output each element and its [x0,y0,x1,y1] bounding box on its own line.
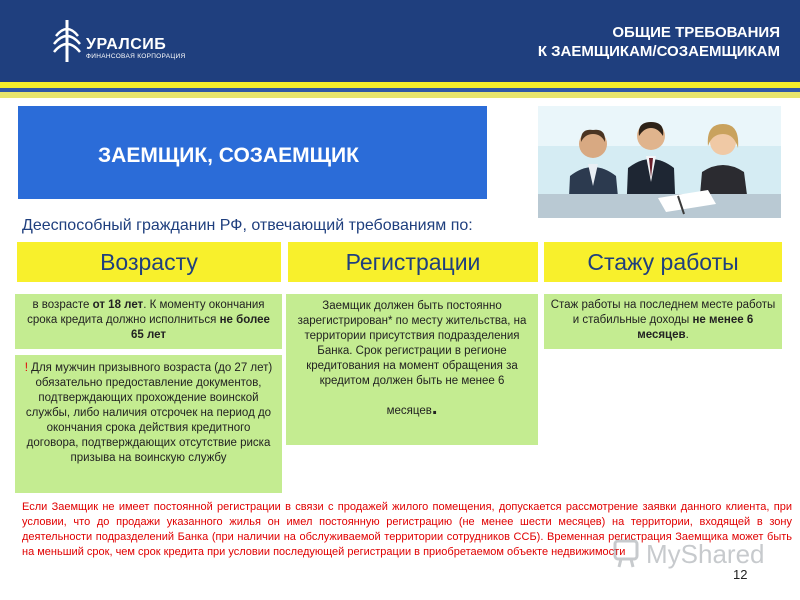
page-number: 12 [733,567,748,582]
registration-text: Заемщик должен быть постоянно зарегистрирован* по месту жительства, на территории присутствия подразделения Банка. Срок регистрации в регионе кредитования на момент обращения за кредитом должен быть не менее 6 [297,300,527,387]
category-age: Возрасту [17,242,281,282]
page-title-line2: К ЗАЕМЩИКАМ/СОЗАЕМЩИКАМ [537,43,780,60]
warning-mark: ! [24,362,28,374]
age-text2: . К моменту окончания срока кредита должно исполниться [27,299,265,326]
people-photo [538,106,781,218]
age-bold2: не более 65 лет [130,314,270,341]
registration-requirement [286,294,538,445]
registration-dot: . [431,397,438,419]
registration-last: месяцев [386,405,432,417]
age-bold1: от 18 лет [92,299,144,311]
page-title [360,23,780,61]
intro-text: Дееспособный гражданин РФ, отвечающий требованиям по: [22,217,473,234]
page-title-line1: ОБЩИЕ ТРЕБОВАНИЯ [612,24,780,41]
watermark-icon [612,537,642,569]
header-stripe-light-yellow [0,92,800,98]
experience-requirement [544,294,782,349]
logo-emblem-icon [52,18,82,64]
logo-subtitle: ФИНАНСОВАЯ КОРПОРАЦИЯ [86,53,186,60]
photo-illustration [538,106,781,218]
category-registration: Регистрации [288,242,538,282]
experience-end: . [685,329,689,341]
watermark-text: MyShared [646,539,765,569]
experience-text: Стаж работы на последнем месте работы и стабильные доходы [550,299,776,326]
myshared-watermark [612,537,765,571]
registration-note: Если Заемщик не имеет постоянной регистрации в связи с продажей жилого помещения, допускается рассмотрение заявки данного клиента, при условии, что до продажи указанного жилья он имел постоянную регистрацию (не менее шести месяцев) на территории, входящей в зону деятельности подразделений Банка (при наличии на обслуживаемой территории сотрудников ССБ). Временная регистрация Заемщика может быть на меньший срок, чем срок кредита при условии последующей регистрации в приобретаемом объекте недвижимости [22,501,792,558]
category-experience: Стажу работы [544,242,782,282]
military-requirement [15,355,282,493]
registration-last-line [292,397,532,419]
age-requirement [15,294,282,349]
age-text1: в возрасте [32,299,93,311]
military-text: Для мужчин призывного возраста (до 27 лет) обязательно предоставление документов, подтверждающих прохождение воинской службы, либо наличия отсрочек на период до окончания срока действия кредитного договора, подтверждающих отсутствие риска призыва на воинскую службу [25,362,273,464]
uralsib-logo[interactable] [52,18,192,64]
borrower-title-box: ЗАЕМЩИК, СОЗАЕМЩИК [18,106,487,199]
experience-bold: не менее 6 месяцев [637,314,754,341]
logo-name: УРАЛСИБ [86,36,167,53]
